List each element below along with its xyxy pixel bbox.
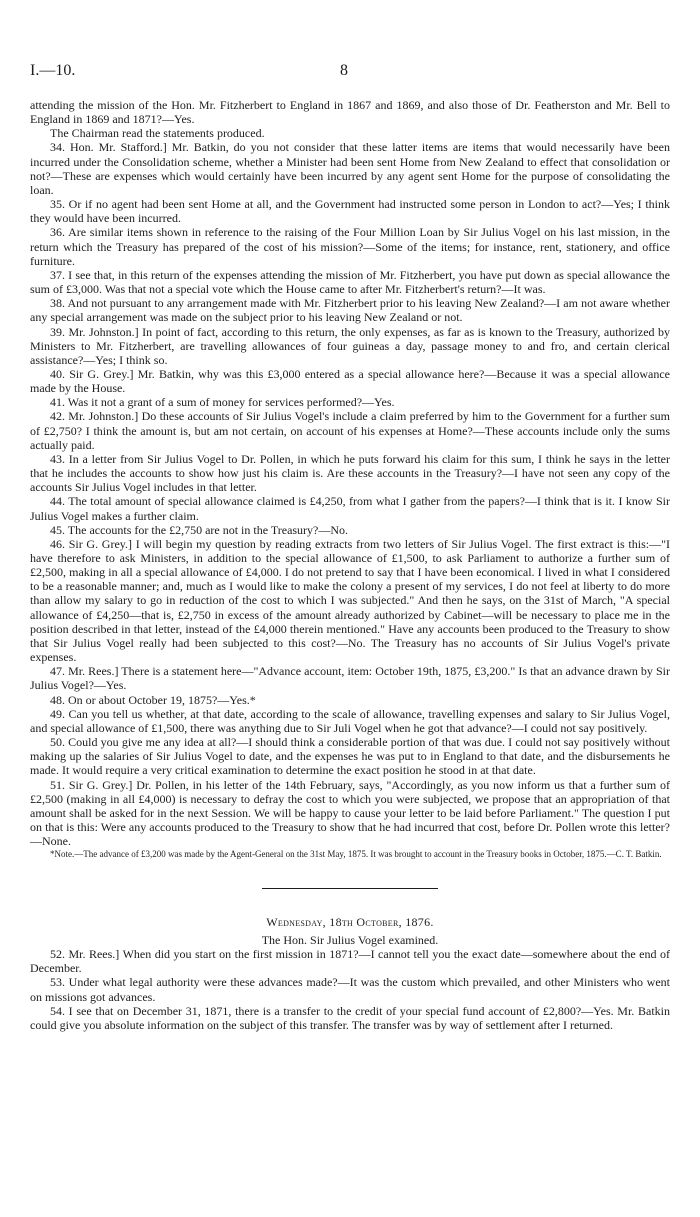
paragraph: 44. The total amount of special allowance claimed is £4,250, from what I gather from the papers?—I think that is it. I know Sir Julius Vogel makes a further claim. xyxy=(30,494,670,523)
paragraph: 49. Can you tell us whether, at that date, according to the scale of allowance, travelling expenses and salary to Sir Julius Vogel, and special allowance of £1,500, there was anything due to Sir Juli Vogel when he got that advance?—I could not say positively. xyxy=(30,706,670,735)
paragraph: 38. And not pursuant to any arrangement made with Mr. Fitzherbert prior to his leaving New Zealand?—I am not aware whether any special arrangement was made on the subject prior to his leaving New Zealand or not. xyxy=(30,296,670,325)
paragraph: 54. I see that on December 31, 1871, there is a transfer to the credit of your special fund account of £2,800?—Yes. Mr. Batkin could give you absolute information on the subject of this transfer. The transfer was by way of settlement after I returned. xyxy=(30,1003,670,1032)
paragraph: 52. Mr. Rees.] When did you start on the first mission in 1871?—I cannot tell you the exact date—somewhere about the end of December. xyxy=(30,947,670,976)
paragraph: 42. Mr. Johnston.] Do these accounts of Sir Julius Vogel's include a claim preferred by him to the Government for a further sum of £2,750? I think the amount is, but am not certain, on account of his expenses at Home?—These accounts include only the sums actually paid. xyxy=(30,409,670,452)
paragraph: 43. In a letter from Sir Julius Vogel to Dr. Pollen, in which he puts forward his claim for this sum, I think he says in the letter that he includes the accounts to show how just his claim is. Are these accounts in the Treasury?—I have not seen any copy of the accounts Sir Julius Vogel includes in that letter. xyxy=(30,451,670,495)
paragraph: The Chairman read the statements produced. xyxy=(50,126,265,141)
paragraph: 39. Mr. Johnston.] In point of fact, according to this return, the only expenses, as far as is known to the Treasury, authorized by Ministers to Mr. Fitzherbert, are travelling allowances of four guineas a day, passage money to and fro, and certain clerical assistance?—Yes; I think so. xyxy=(30,324,670,367)
section-divider xyxy=(262,888,438,889)
paragraph: 46. Sir G. Grey.] I will begin my question by reading extracts from two letters of Sir Julius Vogel. The first extract is this:—"I have therefore to ask Ministers, in addition to the special allowance of £1,500, to ask Parliament to authorize a further sum of £2,500, making in all a special allowance of £4,000. I do not pretend to say that I have been economical. I lived in what I considered to be a reasonable manner; and, much as I would like to make the colony a present of my services, I do not feel at liberty to do more than allow my salary to go in reduction of the cost to which I was subjected." And then he says, on the 31st of March, "A special allowance of £4,250—that is, £2,750 in excess of the amount already authorized by Cabinet—will be necessary to place me in the position described in that letter, instead of the £4,000 therein mentioned." Have any accounts been produced to the Treasury to show that Sir Julius Vogel really had been subjected to this cost?—No. The Treasury has no accounts of Sir Julius Vogel's private expenses. xyxy=(30,536,670,665)
page-number: 8 xyxy=(340,62,348,79)
footnote-text: *Note.—The advance of £3,200 was made by the Agent-General on the 31st May, 1875. It was brought to account in the Treasury books in October, 1875.—C. T. Batkin. xyxy=(50,849,662,860)
paragraph: 41. Was it not a grant of a sum of money for services performed?—Yes. xyxy=(50,395,395,410)
footnote xyxy=(30,849,670,860)
paragraph: 40. Sir G. Grey.] Mr. Batkin, why was this £3,000 entered as a special allowance here?—Because it was a special allowance made by the House. xyxy=(30,366,670,396)
paragraph: 51. Sir G. Grey.] Dr. Pollen, in his letter of the 14th February, says, "Accordingly, as you now inform us that a further sum of £2,500 (making in all £4,000) is necessary to defray the cost to which you were subjected, we propose that an appropriation of that amount shall be asked for in the next Session. We will be happy to cause your letter to be laid before Parliament." The question I put on that is this: Were any accounts produced to the Treasury to show that he had incurred that cost, before Dr. Pollen wrote this letter?—None. xyxy=(30,777,670,849)
paragraph: 35. Or if no agent had been sent Home at all, and the Government had instructed some person in London to act?—Yes; I think they would have been incurred. xyxy=(30,197,670,226)
document-reference: I.—10. xyxy=(30,62,76,79)
paragraph: attending the mission of the Hon. Mr. Fitzherbert to England in 1867 and 1869, and also those of Dr. Featherston and Mr. Bell to England in 1869 and 1871?—Yes. xyxy=(30,98,670,127)
paragraph: 36. Are similar items shown in reference to the raising of the Four Million Loan by Sir Julius Vogel on his last mission, in the return which the Treasury has prepared of the cost of his mission?—Some of the items; for instance, rent, stationery, and office furniture. xyxy=(30,225,670,268)
paragraph: 50. Could you give me any idea at all?—I should think a considerable portion of that was due. I could not say positively without making up the salaries of Sir Julius Vogel to date, and the expenses he was put to in England to that date, and the disbursements he made. It would require a very critical examination to determine the exact position he stood in at that date. xyxy=(30,735,670,778)
body-text xyxy=(30,98,670,1032)
witness-examined-line: The Hon. Sir Julius Vogel examined. xyxy=(261,932,439,947)
paragraph: 34. Hon. Mr. Stafford.] Mr. Batkin, do you not consider that these latter items are items that would necessarily have been incurred under the Consolidation scheme, whether a Minister had been sent Home from New Zealand to effect that consolidation or not?—These are expenses which would certainly have been incurred by any agent sent Home for the purpose of consolidating the loan. xyxy=(30,140,670,197)
page-header xyxy=(30,62,670,82)
paragraph: 45. The accounts for the £2,750 are not in the Treasury?—No. xyxy=(50,522,349,537)
section-date-heading: Wednesday, 18th October, 1876. xyxy=(266,914,434,929)
paragraph: 47. Mr. Rees.] There is a statement here—"Advance account, item: October 19th, 1875, £3,200." Is that an advance drawn by Sir Julius Vogel?—Yes. xyxy=(30,664,670,693)
paragraph: 37. I see that, in this return of the expenses attending the mission of Mr. Fitzherbert, you have put down as special allowance the sum of £3,000. Was that not a special vote which the House came to after Mr. Fitzherbert's return?—It was. xyxy=(30,267,670,297)
paragraph: 53. Under what legal authority were these advances made?—It was the custom which prevailed, and other Ministers who went on missions got advances. xyxy=(30,975,670,1004)
paragraph: 48. On or about October 19, 1875?—Yes.* xyxy=(50,692,256,707)
